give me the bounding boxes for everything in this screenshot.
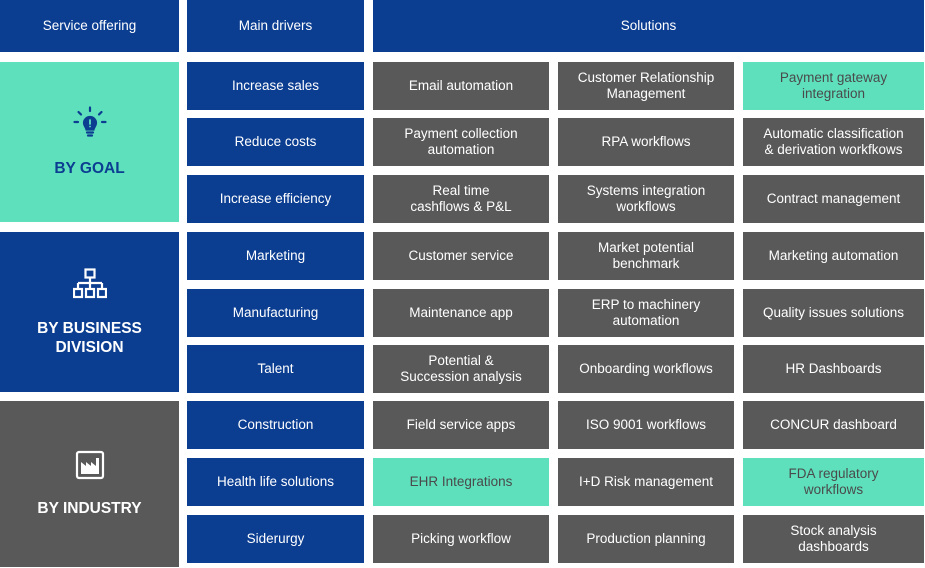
driver-cell: Construction bbox=[187, 401, 364, 449]
factory-icon bbox=[75, 450, 105, 485]
driver-cell: Increase sales bbox=[187, 62, 364, 110]
solution-cell: FDA regulatory workflows bbox=[743, 458, 924, 506]
solution-cell: Contract management bbox=[743, 175, 924, 223]
solution-cell: Field service apps bbox=[373, 401, 549, 449]
header-service-offering: Service offering bbox=[0, 0, 179, 52]
solution-cell: ERP to machinery automation bbox=[558, 289, 734, 337]
driver-cell: Increase efficiency bbox=[187, 175, 364, 223]
lightbulb-icon bbox=[73, 106, 107, 145]
driver-cell: Health life solutions bbox=[187, 458, 364, 506]
solution-cell: I+D Risk management bbox=[558, 458, 734, 506]
solution-cell: EHR Integrations bbox=[373, 458, 549, 506]
group-by-goal bbox=[0, 62, 179, 222]
solution-cell: Payment gateway integration bbox=[743, 62, 924, 110]
solution-cell: Automatic classification & derivation workfkows bbox=[743, 118, 924, 166]
solution-cell: Customer Relationship Management bbox=[558, 62, 734, 110]
solution-cell: Production planning bbox=[558, 515, 734, 563]
group-label-by-industry: BY INDUSTRY bbox=[37, 500, 142, 517]
solution-cell: Market potential benchmark bbox=[558, 232, 734, 280]
group-by-industry bbox=[0, 401, 179, 567]
solution-cell: Customer service bbox=[373, 232, 549, 280]
driver-cell: Siderurgy bbox=[187, 515, 364, 563]
solution-cell: Picking workflow bbox=[373, 515, 549, 563]
solution-cell: Marketing automation bbox=[743, 232, 924, 280]
driver-cell: Manufacturing bbox=[187, 289, 364, 337]
solution-cell: Stock analysis dashboards bbox=[743, 515, 924, 563]
org-chart-icon bbox=[73, 268, 107, 305]
solution-cell: Potential & Succession analysis bbox=[373, 345, 549, 393]
driver-cell: Talent bbox=[187, 345, 364, 393]
solution-cell: Real time cashflows & P&L bbox=[373, 175, 549, 223]
solution-cell: Email automation bbox=[373, 62, 549, 110]
solution-cell: Systems integration workflows bbox=[558, 175, 734, 223]
solution-cell: CONCUR dashboard bbox=[743, 401, 924, 449]
group-label-by-business-division: BY BUSINESS DIVISION bbox=[37, 319, 142, 356]
group-by-business-division bbox=[0, 232, 179, 392]
driver-cell: Marketing bbox=[187, 232, 364, 280]
driver-cell: Reduce costs bbox=[187, 118, 364, 166]
solution-cell: Quality issues solutions bbox=[743, 289, 924, 337]
group-label-by-goal: BY GOAL bbox=[54, 160, 125, 177]
solution-cell: Maintenance app bbox=[373, 289, 549, 337]
solution-cell: Onboarding workflows bbox=[558, 345, 734, 393]
header-solutions: Solutions bbox=[373, 0, 924, 52]
solution-cell: Payment collection automation bbox=[373, 118, 549, 166]
header-main-drivers: Main drivers bbox=[187, 0, 364, 52]
solution-cell: RPA workflows bbox=[558, 118, 734, 166]
solution-cell: ISO 9001 workflows bbox=[558, 401, 734, 449]
solution-cell: HR Dashboards bbox=[743, 345, 924, 393]
